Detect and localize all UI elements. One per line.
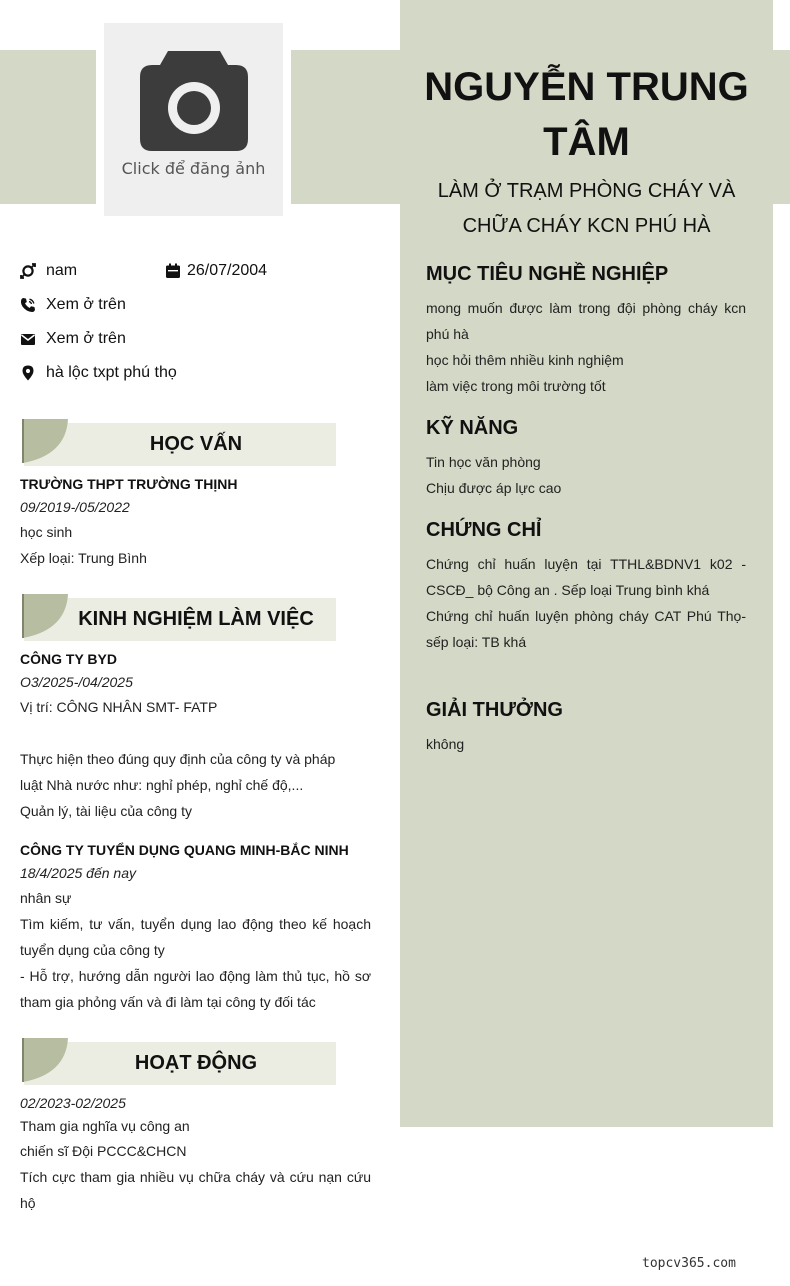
education-heading: HỌC VẤN <box>149 433 243 455</box>
education-school: TRƯỜNG THPT TRƯỜNG THỊNH <box>20 476 238 492</box>
skills-heading: KỸ NĂNG <box>426 417 519 439</box>
candidate-name: NGUYỄN TRUNG TÂM <box>424 65 749 164</box>
watermark: topcv365.com <box>642 1256 736 1271</box>
gender-row <box>20 260 77 282</box>
awards-line: không <box>426 736 465 752</box>
phone-icon <box>20 294 46 316</box>
photo-upload-label: Click để đăng ảnh <box>121 159 266 178</box>
job-description: Tìm kiếm, tư vấn, tuyển dụng lao động theo kế hoạch tuyển dụng của công ty <box>20 916 371 958</box>
skills-line: Tin học văn phòng <box>426 454 541 470</box>
certificate-line: Chứng chỉ huấn luyện phòng cháy CAT Phú Thọ- sếp loại: TB khá <box>426 608 746 650</box>
education-role: học sinh <box>20 524 73 540</box>
objective-line: mong muốn được làm trong đội phòng cháy kcn phú hà <box>426 300 746 342</box>
job-period: O3/2025-/04/2025 <box>20 674 133 690</box>
job-period: 18/4/2025 đến nay <box>20 865 136 881</box>
job-company: CÔNG TY TUYỂN DỤNG QUANG MINH-BẮC NINH <box>20 842 349 858</box>
awards-heading: GIẢI THƯỞNG <box>426 699 563 721</box>
leaf-decoration-icon <box>20 592 72 642</box>
objective-line: học hỏi thêm nhiều kinh nghiệm <box>426 352 624 368</box>
leaf-decoration-icon <box>20 1036 72 1086</box>
photo-upload[interactable] <box>104 23 283 216</box>
job-title: LÀM Ở TRẠM PHÒNG CHÁY VÀ CHỮA CHÁY KCN PHÚ HÀ <box>437 180 736 237</box>
activities-period: 02/2023-02/2025 <box>20 1095 126 1111</box>
email-value: Xem ở trên <box>46 330 126 347</box>
calendar-icon <box>165 260 187 282</box>
experience-section-header <box>20 592 336 638</box>
header-band-right <box>770 50 790 204</box>
phone-row <box>20 294 126 316</box>
camera-icon <box>140 51 248 151</box>
education-period: 09/2019-/05/2022 <box>20 499 130 515</box>
location-pin-icon <box>20 362 46 384</box>
job-position: Vị trí: CÔNG NHÂN SMT- FATP <box>20 699 218 715</box>
activities-section-header <box>20 1036 336 1082</box>
email-row <box>20 328 126 350</box>
header-band-middle <box>291 50 411 204</box>
activities-line: Tích cực tham gia nhiều vụ chữa cháy và cứu nạn cứu hộ <box>20 1169 371 1211</box>
certificate-line: Chứng chỉ huấn luyện tại TTHL&BDNV1 k02 - CSCĐ_ bộ Công an . Sếp loại Trung bình khá <box>426 556 746 598</box>
education-grade: Xếp loại: Trung Bình <box>20 550 147 566</box>
job-description: - Hỗ trợ, hướng dẫn người lao động làm thủ tục, hồ sơ tham gia phỏng vấn và đi làm tại công ty đối tác <box>20 968 371 1010</box>
skills-line: Chịu được áp lực cao <box>426 480 562 496</box>
objective-line: làm việc trong môi trường tốt <box>426 378 606 394</box>
phone-value: Xem ở trên <box>46 296 126 313</box>
header-band-left <box>0 50 96 204</box>
leaf-decoration-icon <box>20 417 72 467</box>
objective-heading: MỤC TIÊU NGHỀ NGHIỆP <box>426 263 669 285</box>
activities-heading: HOẠT ĐỘNG <box>134 1052 258 1074</box>
job-company: CÔNG TY BYD <box>20 651 117 667</box>
gender-icon <box>20 260 46 282</box>
gender-value: nam <box>46 262 78 279</box>
address-row <box>20 362 177 384</box>
birthdate-value: 26/07/2004 <box>187 262 268 279</box>
education-section-header <box>20 417 336 463</box>
job-description: Thực hiện theo đúng quy định của công ty và pháp luật Nhà nước như: nghỉ phép, nghỉ chế độ,... Quản lý, tài liệu của công ty <box>20 751 336 819</box>
certificates-heading: CHỨNG CHỈ <box>426 519 542 541</box>
activities-line: Tham gia nghĩa vụ công an <box>20 1118 190 1134</box>
activities-line: chiến sĩ Đội PCCC&CHCN <box>20 1143 187 1159</box>
job-position: nhân sự <box>20 890 72 906</box>
birthdate-row <box>165 260 267 282</box>
address-value: hà lộc txpt phú thọ <box>46 364 177 381</box>
email-icon <box>20 328 46 350</box>
experience-heading: KINH NGHIỆM LÀM VIỆC <box>78 608 314 630</box>
